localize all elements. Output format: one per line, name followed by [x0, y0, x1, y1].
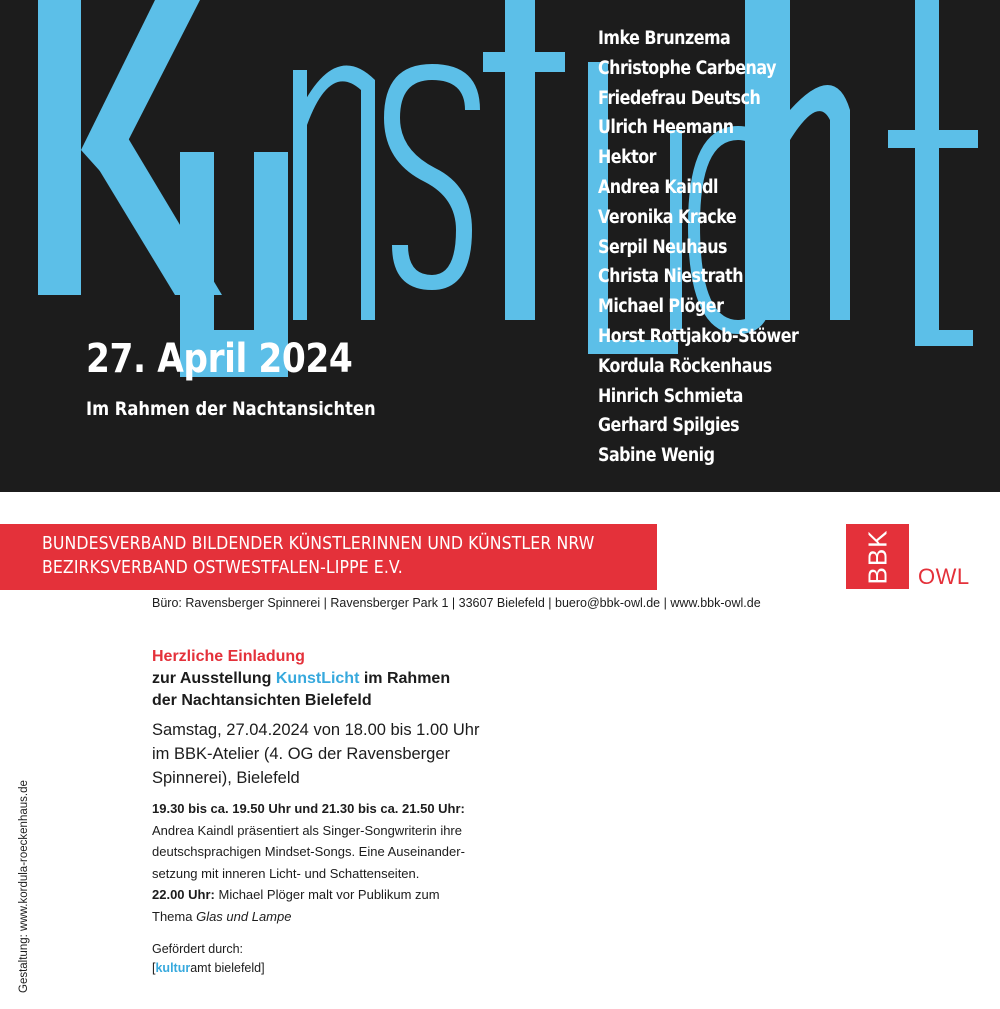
bbk-logo-text: BBK [862, 528, 892, 585]
program-text: deutschsprachigen Mindset-Songs. Eine Auseinander- [152, 844, 465, 859]
artist-name: Imke Brunzema [598, 28, 731, 49]
program-text: Michael Plöger malt vor Publikum zum [214, 887, 440, 902]
design-credit: Gestaltung: www.kordula-roeckenhaus.de [18, 780, 30, 993]
hero-panel [0, 0, 1000, 492]
artist-name: Christophe Carbenay [598, 57, 776, 79]
invitation-heading: Herzliche Einladung [152, 648, 305, 665]
artist-name: Kordula Röckenhaus [598, 355, 772, 377]
sponsor-label: Gefördert durch: [152, 942, 244, 956]
organization-district: BEZIRKSVERBAND OSTWESTFALEN-LIPPE E.V. [42, 558, 403, 578]
event-details [152, 718, 479, 790]
artist-name: Hektor [598, 147, 656, 169]
artist-name: Ulrich Heemann [598, 117, 734, 139]
bbk-logo [846, 524, 909, 589]
artist-name: Serpil Neuhaus [598, 236, 727, 258]
event-detail-line: Samstag, 27.04.2024 von 18.00 bis 1.00 Uhr [152, 721, 480, 739]
artist-name: Horst Rottjakob-Stöwer [598, 325, 799, 347]
organization-name: BUNDESVERBAND BILDENDER KÜNSTLERINNEN UND KÜNSTLER NRW [42, 534, 595, 554]
office-address: Büro: Ravensberger Spinnerei | Ravensberger Park 1 | 33607 Bielefeld | buero@bbk-owl.de | www.bbk-owl.de [152, 596, 761, 610]
sponsor-block [152, 940, 265, 978]
artist-name: Hinrich Schmieta [598, 385, 743, 407]
event-date: 27. April 2024 [86, 336, 353, 382]
artist-name: Michael Plöger [598, 296, 724, 318]
program-text: Thema [152, 908, 197, 924]
program-text: Andrea Kaindl präsentiert als Singer-Songwriterin ihre [152, 822, 462, 838]
owl-logo-text: OWL [918, 564, 970, 589]
event-detail-line: Spinnerei), Bielefeld [152, 769, 300, 787]
invitation-line: zur Ausstellung KunstLicht im Rahmen [152, 670, 451, 687]
program [152, 798, 465, 927]
artist-name: Gerhard Spilgies [598, 415, 740, 437]
artist-name: Andrea Kaindl [598, 176, 718, 198]
artwork-title: Glas und Lampe [196, 908, 292, 924]
program-text: setzung mit inneren Licht- und Schattenseiten. [152, 865, 420, 881]
event-detail-line: im BBK-Atelier (4. OG der Ravensberger [152, 745, 451, 763]
program-time: 19.30 bis ca. 19.50 Uhr und 21.30 bis ca. 21.50 Uhr: [152, 801, 465, 816]
event-subtitle: Im Rahmen der Nachtansichten [86, 398, 376, 420]
artist-name: Christa Niestrath [598, 266, 744, 288]
artist-name: Sabine Wenig [598, 445, 715, 467]
artist-name: Veronika Kracke [598, 206, 737, 228]
artist-list [598, 24, 831, 471]
invitation-line: der Nachtansichten Bielefeld [152, 692, 372, 709]
program-time: 22.00 Uhr: [152, 887, 215, 902]
exhibition-name: KunstLicht [275, 670, 360, 687]
organization-banner [0, 524, 657, 590]
sponsor-logo: [kulturamt bielefeld] [152, 961, 265, 975]
artist-name: Friedefrau Deutsch [598, 87, 761, 109]
